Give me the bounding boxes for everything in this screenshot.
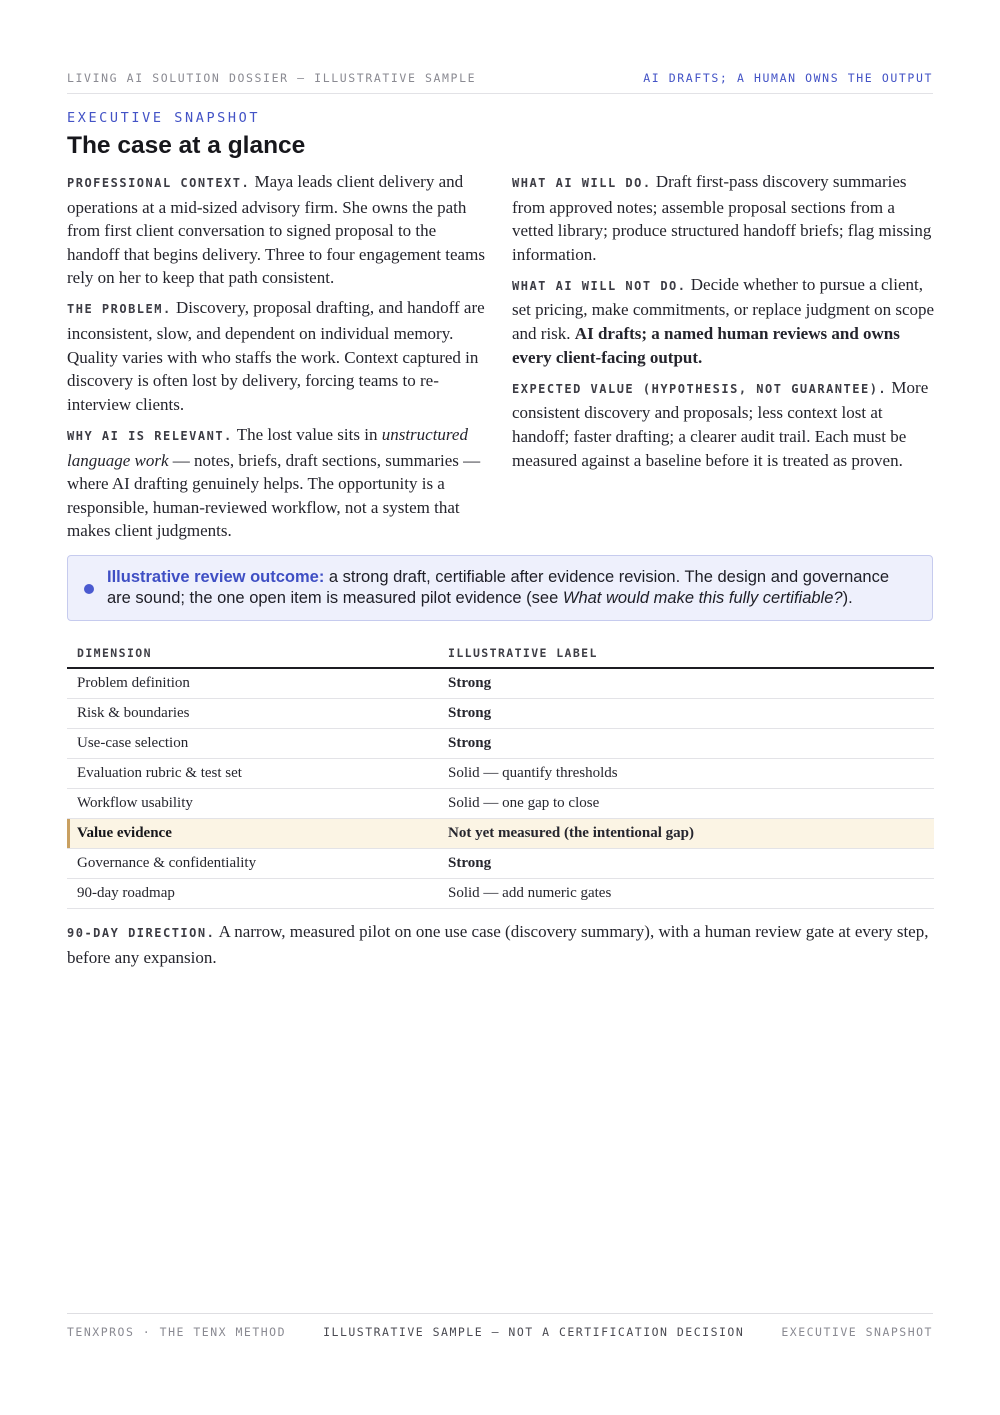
dimension-cell: 90-day roadmap	[67, 879, 438, 909]
table-row	[67, 729, 934, 759]
will-do-paragraph	[512, 170, 935, 266]
problem-paragraph	[67, 296, 490, 416]
dimension-cell: Governance & confidentiality	[67, 849, 438, 879]
will-do-label: WHAT AI WILL DO.	[512, 176, 652, 190]
label-cell: Strong	[438, 729, 934, 759]
will-not-do-label: WHAT AI WILL NOT DO.	[512, 278, 687, 293]
table-row	[67, 759, 934, 789]
dimension-cell: Evaluation rubric & test set	[67, 759, 438, 789]
dimension-cell: Risk & boundaries	[67, 699, 438, 729]
label-cell: Solid — quantify thresholds	[438, 759, 934, 789]
label-column-header: ILLUSTRATIVE LABEL	[438, 638, 934, 668]
label-cell: Strong	[438, 668, 934, 699]
table-row	[67, 879, 934, 909]
callout-text-after: ).	[842, 589, 853, 607]
table-row	[67, 699, 934, 729]
will-not-do-bold: AI drafts; a named human reviews and owns every client-facing output.	[512, 324, 900, 367]
dimension-cell: Value evidence	[67, 819, 438, 849]
relevance-label: WHY AI IS RELEVANT.	[67, 428, 233, 443]
professional-context-label: PROFESSIONAL CONTEXT.	[67, 176, 251, 190]
label-cell: Solid — add numeric gates	[438, 879, 934, 909]
expected-value-text: More consistent discovery and proposals; less context lost at handoff; faster drafting; a clearer audit trail. Each must be measured against a baseline before it is treated as proven.	[512, 377, 929, 470]
direction-label: 90-DAY DIRECTION.	[67, 926, 216, 940]
label-cell: Solid — one gap to close	[438, 789, 934, 819]
left-column	[67, 170, 490, 549]
footer-brand: TENXPROS · THE TENX METHOD	[67, 1325, 287, 1339]
problem-label: THE PROBLEM.	[67, 302, 172, 317]
label-cell: Not yet measured (the intentional gap)	[438, 819, 934, 849]
relevance-paragraph	[67, 423, 490, 543]
review-outcome-callout	[67, 555, 933, 621]
problem-text: Discovery, proposal drafting, and handoff are inconsistent, slow, and dependent on individual memory. Quality varies with who staffs the work. Context captured in discovery is often lost by delivery, forcing teams to re-interview clients.	[67, 298, 485, 414]
section-eyebrow: EXECUTIVE SNAPSHOT	[67, 110, 261, 126]
footer-section-name: EXECUTIVE SNAPSHOT	[781, 1325, 933, 1339]
page-header	[67, 71, 933, 94]
highlighted-table-row	[67, 819, 934, 849]
page-title: The case at a glance	[67, 132, 306, 159]
will-not-do-text: Decide whether to pursue a client, set pricing, make commitments, or replace judgment on scope and risk.	[512, 274, 935, 344]
bullet-dot-icon	[84, 584, 94, 594]
right-column	[512, 170, 935, 479]
expected-value-paragraph	[512, 376, 935, 472]
dimension-cell: Workflow usability	[67, 789, 438, 819]
callout-text	[107, 567, 892, 609]
table-row	[67, 668, 934, 699]
relevance-emphasis: unstructured language work	[67, 424, 468, 470]
will-do-text: Draft first-pass discovery summaries from approved notes; assemble proposal sections from a vetted library; produce structured handoff briefs; flag missing information.	[512, 172, 932, 264]
header-document-title: LIVING AI SOLUTION DOSSIER — ILLUSTRATIVE SAMPLE	[67, 71, 477, 85]
footer-disclaimer: ILLUSTRATIVE SAMPLE — NOT A CERTIFICATION DECISION	[323, 1325, 745, 1339]
expected-value-label: EXPECTED VALUE (HYPOTHESIS, NOT GUARANTEE).	[512, 381, 888, 396]
dimensions-table	[67, 638, 934, 909]
professional-context-paragraph	[67, 170, 490, 290]
professional-context-text: Maya leads client delivery and operations at a mid-sized advisory firm. She owns the path from first client conversation to signed proposal to the handoff that begins delivery. Three to four engagement teams rely on her to keep that path consistent.	[67, 172, 485, 288]
table-row	[67, 789, 934, 819]
dimension-cell: Problem definition	[67, 668, 438, 699]
ninety-day-direction	[67, 920, 933, 969]
direction-text: A narrow, measured pilot on one use case (discovery summary), with a human review gate at every step, before any expansion.	[67, 922, 929, 967]
relevance-text-before: The lost value sits in	[236, 424, 378, 444]
dimension-column-header: DIMENSION	[67, 638, 438, 668]
callout-emphasis: What would make this fully certifiable?	[562, 589, 843, 607]
header-tagline: AI DRAFTS; A HUMAN OWNS THE OUTPUT	[643, 71, 933, 85]
relevance-text-after: — notes, briefs, draft sections, summaries — where AI drafting genuinely helps. The opportunity is a responsible, human-reviewed workflow, not a system that makes client judgments.	[67, 450, 481, 541]
page-footer	[67, 1313, 933, 1339]
table-header-row	[67, 638, 934, 668]
label-cell: Strong	[438, 849, 934, 879]
will-not-do-paragraph	[512, 273, 935, 369]
callout-label: Illustrative review outcome:	[107, 568, 325, 586]
label-cell: Strong	[438, 699, 934, 729]
callout-text-before: a strong draft, certifiable after evidence revision. The design and governance are sound; the one open item is measured pilot evidence (see	[107, 568, 890, 607]
dimension-cell: Use-case selection	[67, 729, 438, 759]
table-row	[67, 849, 934, 879]
